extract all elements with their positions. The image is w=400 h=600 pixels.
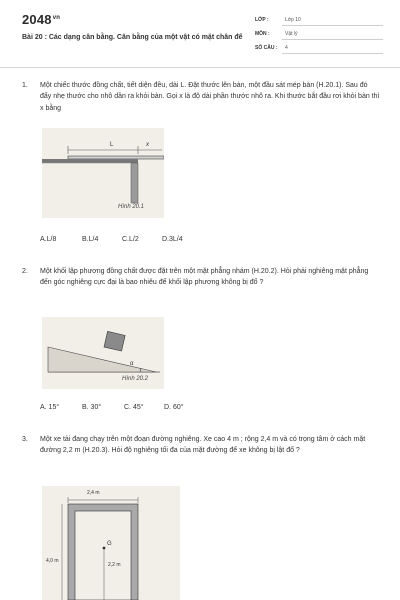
subject-label: MÔN : [255,31,270,37]
figure-20-3 [42,486,180,600]
count-label: SỐ CÂU : [255,45,278,51]
worksheet-header [0,0,400,68]
question-2-number: 2. [22,268,28,275]
figure-label-center: G [107,541,112,547]
answer-a[interactable]: A.L/8 [40,236,57,243]
question-3-text: Một xe tải đang chạy trên một đoạn đường nghiêng. Xe cao 4 m ; rộng 2,4 m và có trọng tâm ở cách mặt đường 2,2 m (H.20.3). Hỏi độ nghiêng tối đa của mặt đường để xe không bị lật đổ ? [40,436,366,455]
meta-underline [282,39,383,40]
count-value: 4 [285,45,288,51]
answer-b[interactable]: B.L/4 [82,236,99,243]
lesson-title: Bài 20 : Các dạng cân bằng. Cân bằng của một vật có mặt chân đế [22,34,243,41]
figure-label-width: 2,4 m [87,490,100,496]
meta-subject [255,28,383,42]
subject-value: Vật lý [285,31,298,37]
meta-underline [282,53,383,54]
answer-c[interactable]: C. 45° [124,404,144,411]
meta-count [255,42,383,56]
figure-label-center-height: 2,2 m [108,562,121,568]
figure-caption: Hình 20.2 [122,376,149,382]
question-3-number: 3. [22,436,28,443]
figure-caption: Hình 20.1 [118,204,145,210]
question-1-text: Một chiếc thước đồng chất, tiết diện đều, dài L. Đặt thước lên bàn, một đầu sát mép bàn (H.20.1). Sau đó đẩy nhẹ thước cho nhô dần ra khỏi bàn. Gọi x là độ dài phần thước nhô ra. Khi thước bắt đầu rơi khỏi bàn thì x bằng [40,82,380,112]
figure-20-2 [42,317,164,389]
answer-c[interactable]: C.L/2 [122,236,139,243]
meta-underline [282,25,383,26]
question-1-number: 1. [22,82,28,89]
answer-a[interactable]: A. 15° [40,404,60,411]
class-value: Lớp 10 [285,17,301,23]
class-label: LỚP : [255,17,269,23]
answer-b[interactable]: B. 30° [82,404,102,411]
figure-label-angle: α [130,361,134,367]
figure-label-overhang: x [146,142,149,148]
question-2-text: Một khối lập phương đồng chất được đặt trên một mặt phẳng nhám (H.20.2). Hỏi phải nghiêng mặt phẳng đến góc nghiêng cực đại là bao nhiêu để khối lập phương không bị đổ ? [40,268,369,287]
site-logo[interactable]: $2048^{vn}$ [22,12,61,27]
figure-label-height: 4,0 m [46,558,59,564]
answer-d[interactable]: D. 60° [164,404,184,411]
figure-label-length: L [110,142,114,148]
figure-20-1 [42,128,164,218]
meta-class [255,14,383,28]
answer-d[interactable]: D.3L/4 [162,236,183,243]
